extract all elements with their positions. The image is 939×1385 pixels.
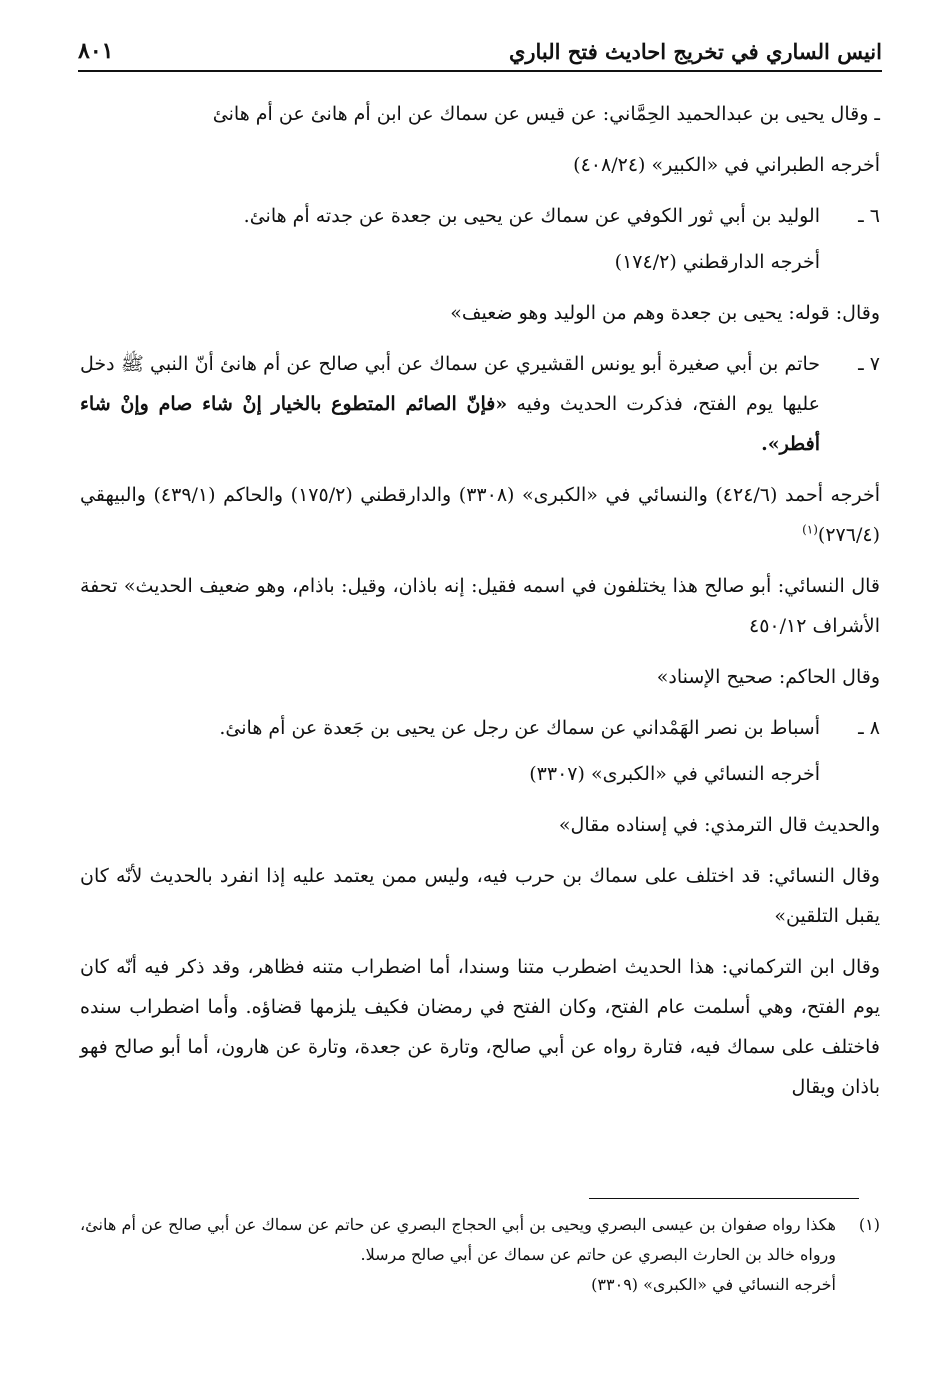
footnote-number: (١) bbox=[858, 1215, 880, 1234]
main-text bbox=[80, 94, 880, 1118]
page-number: ٨٠١ bbox=[78, 38, 114, 64]
footnotes bbox=[80, 1210, 880, 1300]
item-source: أخرجه النسائي في «الكبرى» (٣٣٠٧) bbox=[529, 763, 820, 785]
item-text: حاتم بن أبي صغيرة أبو يونس القشيري عن سماك عن أبي صالح عن أم هانئ أنّ النبي ﷺ دخل عليها يوم الفتح، فذكرت الحديث وفيه bbox=[80, 353, 820, 415]
paragraph: والحديث قال الترمذي: في إسناده مقال» bbox=[558, 814, 880, 836]
paragraph: قال النسائي: أبو صالح هذا يختلفون في اسمه فقيل: إنه باذان، وقيل: باذام، وهو ضعيف الحديث» تحفة الأشراف ٤٥٠/١٢ bbox=[80, 575, 880, 637]
paragraph: وقال النسائي: قد اختلف على سماك بن حرب فيه، وليس ممن يعتمد عليه إذا انفرد بالحديث لأنّه كان يقبل التلقين» bbox=[80, 865, 880, 927]
running-header bbox=[78, 30, 882, 72]
paragraph bbox=[80, 475, 880, 555]
item-number: ٧ ـ bbox=[858, 353, 880, 375]
item-number: ٦ ـ bbox=[858, 205, 880, 227]
footnote-body bbox=[80, 1210, 836, 1300]
list-item bbox=[80, 344, 880, 464]
item-text: الوليد بن أبي ثور الكوفي عن سماك عن يحيى بن جعدة عن جدته أم هانئ. bbox=[243, 205, 820, 227]
list-item bbox=[80, 708, 880, 794]
footnote-source: أخرجه النسائي في «الكبرى» (٣٣٠٩) bbox=[591, 1275, 836, 1294]
paragraph: وقال ابن التركماني: هذا الحديث اضطرب متنا وسندا، أما اضطراب متنه فظاهر، وقد ذكر فيه أنّه كان يوم الفتح، وهي أسلمت عام الفتح، وكان الفتح في رمضان فكيف يلزمها قضاؤه. وأما اضطراب سنده فاختلف على سماك فيه، فتارة رواه عن أبي صالح، وتارة عن جعدة، وتارة عن هارون، أما أبو صالح فهو باذان ويقال bbox=[80, 956, 880, 1098]
footnote-separator bbox=[589, 1198, 859, 1199]
footnote bbox=[80, 1210, 880, 1300]
list-item bbox=[80, 196, 880, 282]
hadith-quote: «فإنّ الصائم المتطوع بالخيار إنْ شاء صام وإنْ شاء أفطر». bbox=[80, 393, 820, 455]
item-body bbox=[80, 344, 820, 464]
footnote-text: هكذا رواه صفوان بن عيسى البصري ويحيى بن أبي الحجاج البصري عن حاتم عن سماك عن أبي صالح عن أم هانئ، ورواه خالد بن الحارث البصري عن حاتم عن سماك عن أبي صالح مرسلا. bbox=[80, 1215, 836, 1264]
item-text: أسباط بن نصر الهَمْداني عن سماك عن رجل عن يحيى بن جَعدة عن أم هانئ. bbox=[219, 717, 820, 739]
footnote-ref[interactable]: (١) bbox=[802, 522, 818, 537]
paragraph: أخرجه الطبراني في «الكبير» (٤٠٨/٢٤) bbox=[573, 154, 880, 176]
item-body bbox=[80, 708, 820, 794]
item-number: ٨ ـ bbox=[858, 717, 880, 739]
item-body bbox=[80, 196, 820, 282]
paragraph: وقال الحاكم: صحيح الإسناد» bbox=[656, 666, 880, 688]
item-source: أخرجه الدارقطني (١٧٤/٢) bbox=[614, 251, 820, 273]
book-title: انيس الساري في تخريج احاديث فتح الباري bbox=[508, 39, 882, 64]
paragraph: وقال: قوله: يحيى بن جعدة وهم من الوليد وهو ضعيف» bbox=[450, 302, 880, 324]
paragraph: ـ وقال يحيى بن عبدالحميد الحِمَّاني: عن قيس عن سماك عن ابن أم هانئ عن أم هانئ bbox=[212, 103, 880, 125]
source-text: أخرجه أحمد (٤٢٤/٦) والنسائي في «الكبرى» (٣٣٠٨) والدارقطني (١٧٥/٢) والحاكم (٤٣٩/١) والبيهقي (٢٧٦/٤) bbox=[80, 484, 880, 546]
